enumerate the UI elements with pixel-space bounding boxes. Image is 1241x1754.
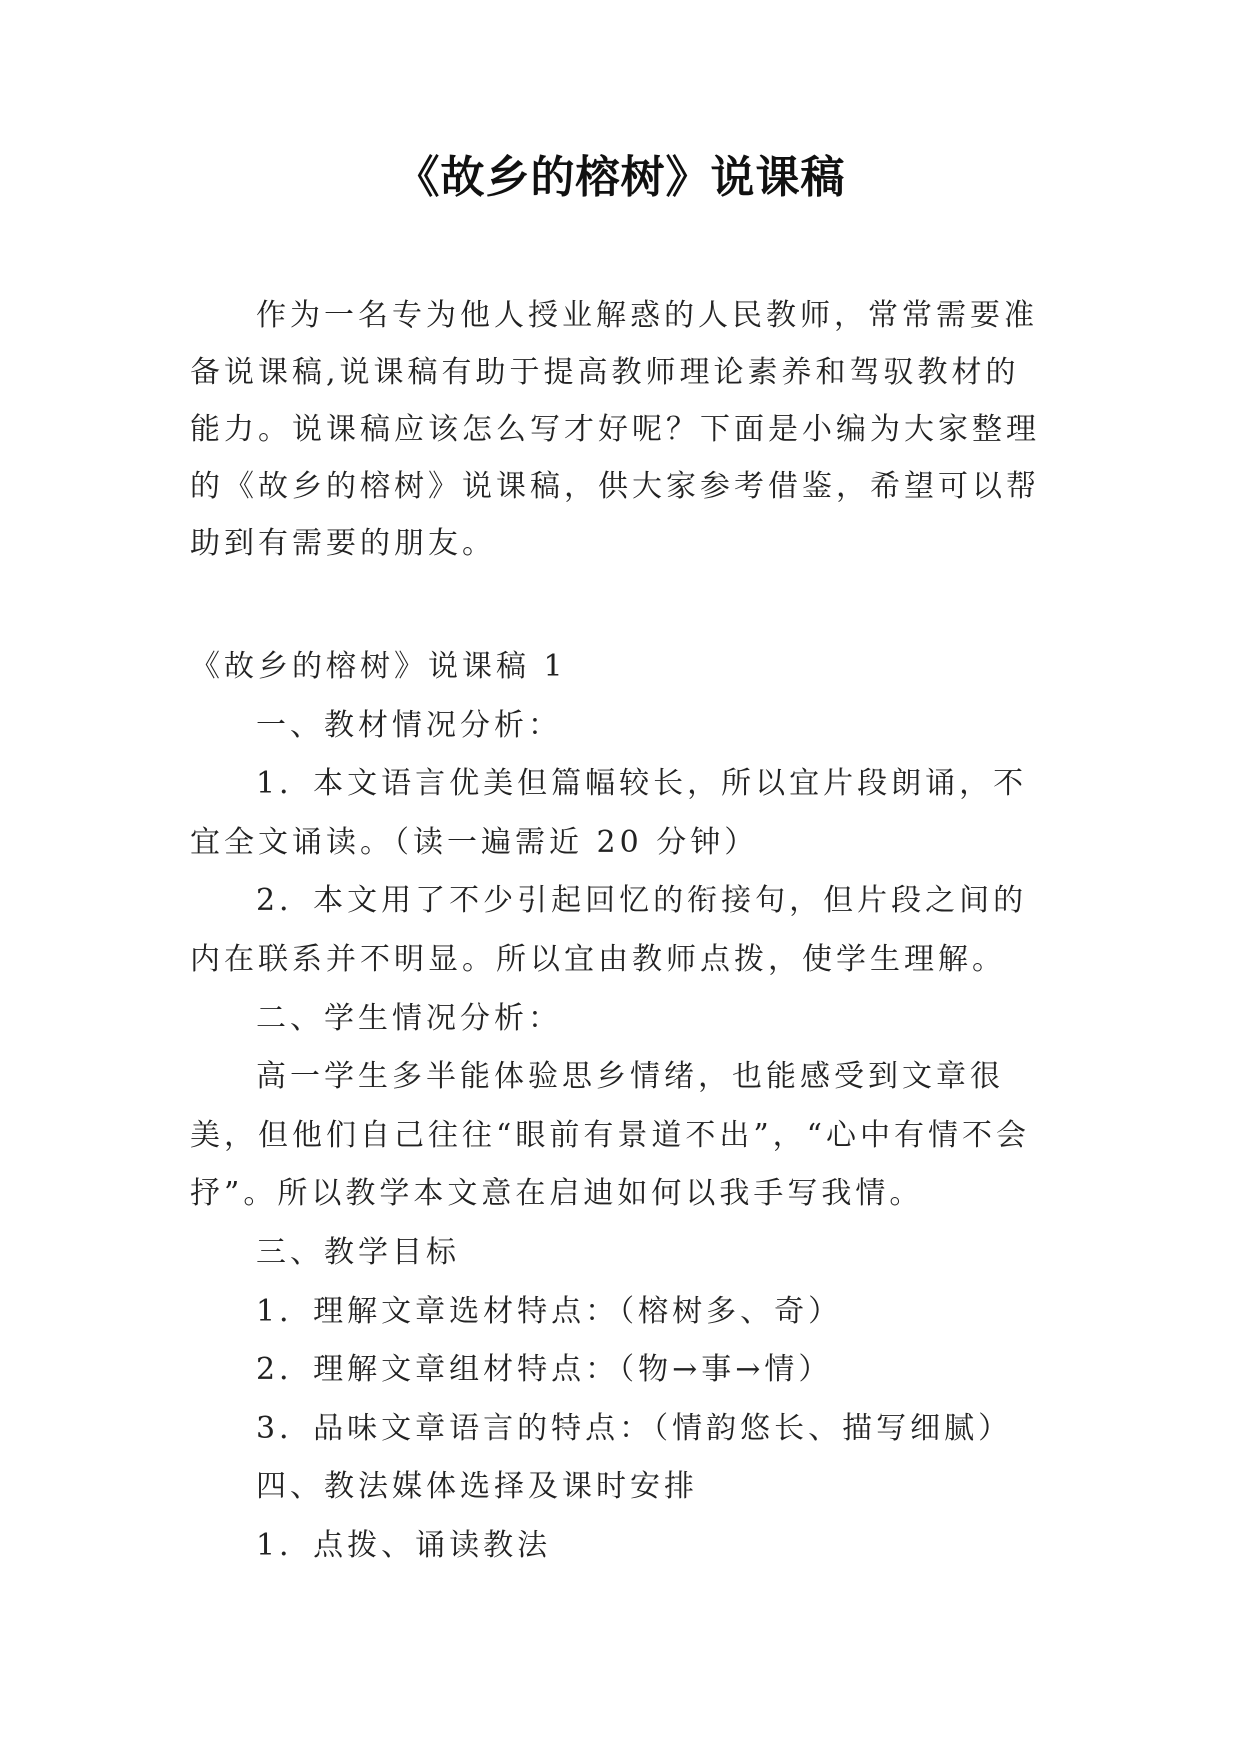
heading-teaching-goals: 三、教学目标 [256,1234,460,1270]
intro-paragraph: 作为一名专为他人授业解惑的人民教师，常常需要准备说课稿,说课稿有助于提高教师理论素养和驾驭教材的能力。说课稿应该怎么写才好呢？下面是小编为大家整理的《故乡的榕树》说课稿，供大家参考借鉴，希望可以帮助到有需要的朋友。 [190,298,1040,561]
heading-textbook-analysis: 一、教材情况分析： [256,707,562,743]
textbook-point-1: 1．本文语言优美但篇幅较长，所以宜片段朗诵，不宜全文诵读。（读一遍需近 20 分钟） [190,766,1028,860]
document-title: 《故乡的榕树》说课稿 [395,152,846,203]
goal-item-3: 3．品味文章语言的特点：（情韵悠长、描写细腻） [256,1410,1013,1446]
document-body [190,638,1050,1576]
method-item-1: 1．点拨、诵读教法 [256,1527,552,1563]
goal-item-2: 2．理解文章组材特点：（物→事→情） [256,1352,833,1388]
section-heading: 《故乡的榕树》说课稿 1 [190,649,567,684]
goal-item-1: 1．理解文章选材特点：（榕树多、奇） [256,1293,843,1329]
heading-student-analysis: 二、学生情况分析： [256,1000,562,1036]
textbook-point-2: 2．本文用了不少引起回忆的衔接句，但片段之间的内在联系并不明显。所以宜由教师点拨，使学生理解。 [190,883,1028,977]
student-analysis-paragraph: 高一学生多半能体验思乡情绪，也能感受到文章很美，但他们自己往往“眼前有景道不出”，“心中有情不会抒”。所以教学本文意在启迪如何以我手写我情。 [190,1059,1031,1212]
heading-methods: 四、教法媒体选择及课时安排 [256,1469,698,1505]
